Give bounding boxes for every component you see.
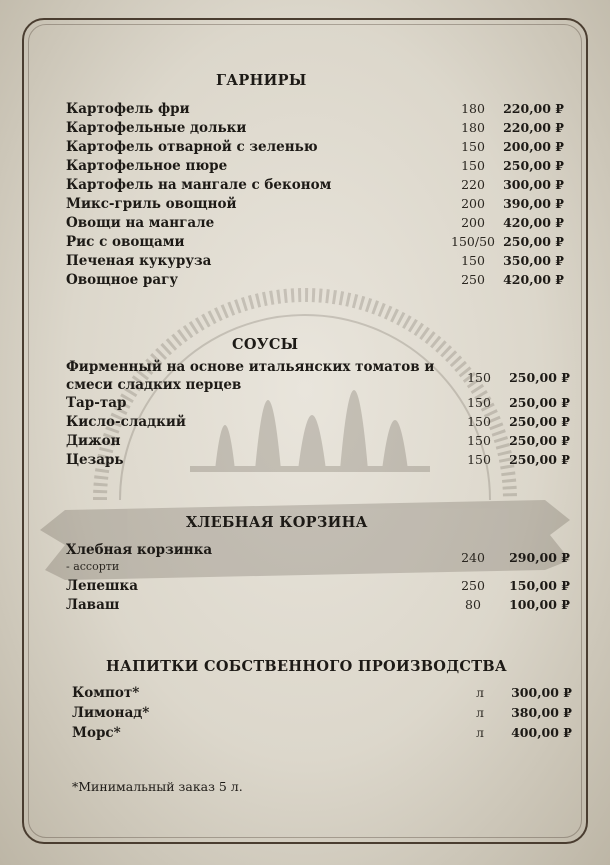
menu-item-name: Микс-гриль овощной xyxy=(66,196,237,212)
menu-item-price: 250,00 ₽ xyxy=(509,395,570,410)
menu-item-name: Картофель фри xyxy=(66,101,190,117)
menu-item-price: 250,00 ₽ xyxy=(509,433,570,448)
menu-item-price: 250,00 ₽ xyxy=(509,370,570,385)
menu-item-price: 300,00 ₽ xyxy=(511,685,572,700)
menu-item-name: Тар-тар xyxy=(66,395,127,411)
menu-item-price: 390,00 ₽ xyxy=(503,196,564,211)
menu-item-name: Картофельные дольки xyxy=(66,120,247,136)
menu-item-weight: 150 xyxy=(467,452,491,467)
menu-item-price: 100,00 ₽ xyxy=(509,597,570,612)
menu-item-weight: 250 xyxy=(461,578,485,593)
section-title-garniry: ГАРНИРЫ xyxy=(216,72,307,89)
menu-item-weight: 150 xyxy=(461,253,485,268)
menu-item-price: 250,00 ₽ xyxy=(509,452,570,467)
menu-item-name: Компот* xyxy=(72,685,140,701)
menu-item-weight: 150/50 xyxy=(451,234,495,249)
footnote: *Минимальный заказ 5 л. xyxy=(72,779,243,794)
menu-item-price: 290,00 ₽ xyxy=(509,550,570,565)
menu-item-name: Лимонад* xyxy=(72,705,150,721)
menu-item-weight: 80 xyxy=(465,597,481,612)
menu-item-weight: л xyxy=(476,705,484,720)
menu-item-price: 250,00 ₽ xyxy=(503,234,564,249)
menu-item-weight: 180 xyxy=(461,120,485,135)
menu-item-price: 250,00 ₽ xyxy=(503,158,564,173)
menu-item-weight: л xyxy=(476,725,484,740)
menu-item-weight: 250 xyxy=(461,272,485,287)
section-title-bread: ХЛЕБНАЯ КОРЗИНА xyxy=(186,514,368,531)
menu-item-price: 150,00 ₽ xyxy=(509,578,570,593)
menu-item-name: Морс* xyxy=(72,725,121,741)
menu-item-name: Кисло-сладкий xyxy=(66,414,186,430)
section-title-sousy: СОУСЫ xyxy=(232,336,299,353)
menu-item-weight: 150 xyxy=(467,370,491,385)
menu-item-name: Лаваш xyxy=(66,597,120,613)
menu-item-name: Лепешка xyxy=(66,578,139,594)
menu-item-name: Хлебная корзинка xyxy=(66,542,213,558)
menu-item-weight: 240 xyxy=(461,550,485,565)
menu-item-name: Овощи на мангале xyxy=(66,215,215,231)
menu-item-weight: 180 xyxy=(461,101,485,116)
menu-item-weight: 150 xyxy=(461,158,485,173)
menu-item-name: Дижон xyxy=(66,433,121,449)
menu-item-name: Овощное рагу xyxy=(66,272,179,288)
menu-item-price: 300,00 ₽ xyxy=(503,177,564,192)
menu-item-weight: л xyxy=(476,685,484,700)
menu-item-weight: 150 xyxy=(461,139,485,154)
menu-item-name: Цезарь xyxy=(66,452,124,468)
menu-item-name: Печеная кукуруза xyxy=(66,253,212,269)
section-title-drinks: НАПИТКИ СОБСТВЕННОГО ПРОИЗВОДСТВА xyxy=(106,658,508,675)
menu-item-weight: 200 xyxy=(461,215,485,230)
menu-item-subtitle: - ассорти xyxy=(66,560,120,573)
menu-item-name: Картофельное пюре xyxy=(66,158,228,174)
menu-item-price: 350,00 ₽ xyxy=(503,253,564,268)
menu-item-price: 220,00 ₽ xyxy=(503,101,564,116)
menu-item-price: 250,00 ₽ xyxy=(509,414,570,429)
menu-item-weight: 150 xyxy=(467,433,491,448)
menu-item-weight: 220 xyxy=(461,177,485,192)
menu-item-price: 220,00 ₽ xyxy=(503,120,564,135)
menu-item-weight: 150 xyxy=(467,395,491,410)
menu-item-name-line2: смеси сладких перцев xyxy=(66,377,242,393)
menu-item-weight: 200 xyxy=(461,196,485,211)
menu-item-price: 400,00 ₽ xyxy=(511,725,572,740)
menu-item-price: 380,00 ₽ xyxy=(511,705,572,720)
menu-item-price: 200,00 ₽ xyxy=(503,139,564,154)
menu-item-price: 420,00 ₽ xyxy=(503,215,564,230)
menu-item-price: 420,00 ₽ xyxy=(503,272,564,287)
menu-item-weight: 150 xyxy=(467,414,491,429)
menu-item-name: Картофель отварной с зеленью xyxy=(66,139,318,155)
menu-item-name: Фирменный на основе итальянских томатов и xyxy=(66,359,435,375)
menu-item-name: Рис с овощами xyxy=(66,234,185,250)
menu-item-name: Картофель на мангале с беконом xyxy=(66,177,332,193)
